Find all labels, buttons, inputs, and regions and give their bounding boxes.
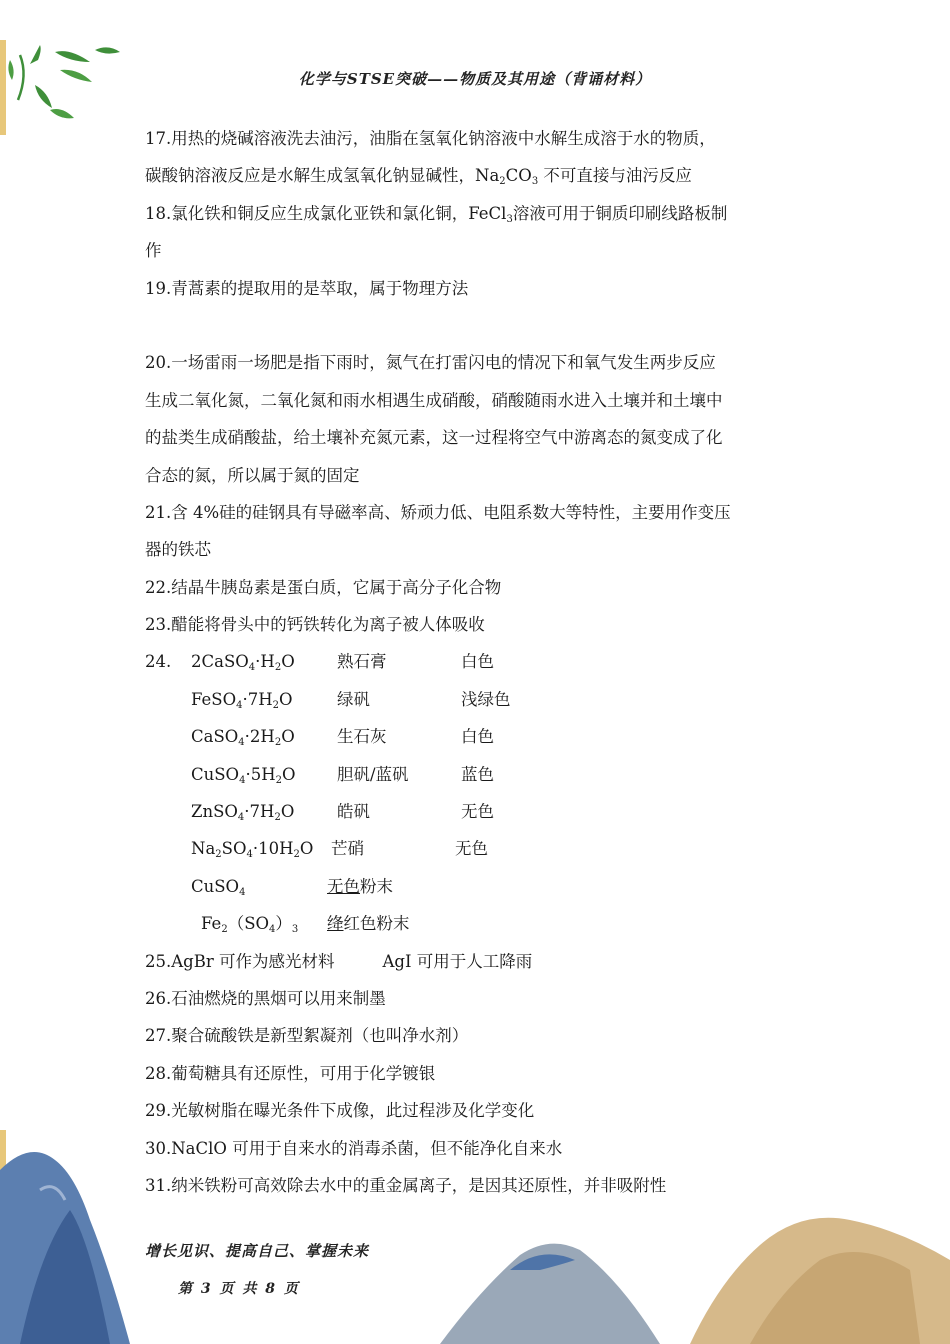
item-29: 29.光敏树脂在曝光条件下成像，此过程涉及化学变化 (145, 1101, 535, 1121)
item-25: 25.AgBr 可作为感光材料 AgI 可用于人工降雨 (145, 951, 533, 971)
item-22: 22.结晶牛胰岛素是蛋白质，它属于高分子化合物 (145, 577, 502, 597)
item-21-line-1: 21.含 4%硅的硅钢具有导磁率高、矫顽力低、电阻系数大等特性，主要用作变压 (145, 502, 731, 522)
item-31: 31.纳米铁粉可高效除去水中的重金属离子，是因其还原性，并非吸附性 (145, 1175, 667, 1195)
item-20-line-2: 生成二氧化氮，二氧化氮和雨水相遇生成硝酸，硝酸随雨水进入土壤并和土壤中 (145, 390, 723, 410)
table24-row-3: $CaSO_4\cdot 2H_2O$ 生石灰 白色 (191, 727, 494, 749)
table24-row-8: $Fe_2(SO_4)_3$ 绛红色粉末 (201, 914, 410, 936)
item-17-line-1: 17.用热的烧碱溶液洗去油污，油脂在氢氧化钠溶液中水解生成溶于水的物质， (145, 129, 716, 148)
table24-row-5: $ZnSO_4\cdot 7H_2O$ 皓矾 无色 (191, 802, 494, 824)
bamboo-decoration-icon (0, 40, 130, 140)
mountain-decoration-right-icon (690, 1200, 950, 1344)
item-20-line-3: 的盐类生成硝酸盐，给土壤补充氮元素，这一过程将空气中游离态的氮变成了化 (145, 428, 723, 448)
item-28: 28.葡萄糖具有还原性，可用于化学镀银 (145, 1063, 436, 1083)
table24-row-6: $Na_2SO_4\cdot 10H_2O$ 芒硝 无色 (191, 839, 488, 861)
page-number: 第 3 页 共 8 页 (178, 1281, 300, 1297)
item-23: 23.醋能将骨头中的钙铁转化为离子被人体吸收 (145, 615, 485, 635)
table24-row-7: CuSO$_4$ 无色粉末 (191, 876, 393, 898)
item-18-line-2: 作 (145, 241, 162, 261)
item-19: 19.青蒿素的提取用的是萃取，属于物理方法 (145, 278, 469, 298)
item-21-line-2: 器的铁芯 (145, 540, 211, 560)
item-27: 27.聚合硫酸铁是新型絮凝剂（也叫净水剂） (145, 1026, 469, 1046)
item-20-line-1: 20.一场雷雨一场肥是指下雨时，氮气在打雷闪电的情况下和氧气发生两步反应 (145, 353, 716, 373)
table24-row-2: $FeSO_4\cdot 7H_2O$ 绿矾 浅绿色 (191, 689, 511, 711)
table24-row-4: $CuSO_4\cdot 5H_2O$ 胆矾/蓝矾 蓝色 (191, 764, 494, 786)
item-17-line-2: 碳酸钠溶液反应是水解生成氢氧化钠显碱性，$Na_2CO_3$ 不可直接与油污反应 (145, 166, 692, 188)
page-header: 化学与STSE突破——物质及其用途（背诵材料） (298, 70, 652, 88)
table24-row-1: 24. $2CaSO_4\cdot H_2O$ 熟石膏 白色 (145, 652, 494, 674)
spacer (145, 307, 815, 344)
mountain-decoration-left-icon (0, 1130, 150, 1344)
content-body (145, 120, 815, 1204)
item-20-line-4: 合态的氮，所以属于氮的固定 (145, 465, 360, 485)
item-26: 26.石油燃烧的黑烟可以用来制墨 (145, 988, 386, 1008)
item-18-line-1: 18.氯化铁和铜反应生成氯化亚铁和氯化铜，FeCl$_3$溶液可用于铜质印刷线路板制 (145, 203, 728, 225)
footer-motto: 增长见识、提高自己、掌握未来 (145, 1242, 370, 1260)
item-30: 30.NaClO 可用于自来水的消毒杀菌，但不能净化自来水 (145, 1138, 563, 1158)
mountain-decoration-middle-icon (440, 1230, 660, 1344)
